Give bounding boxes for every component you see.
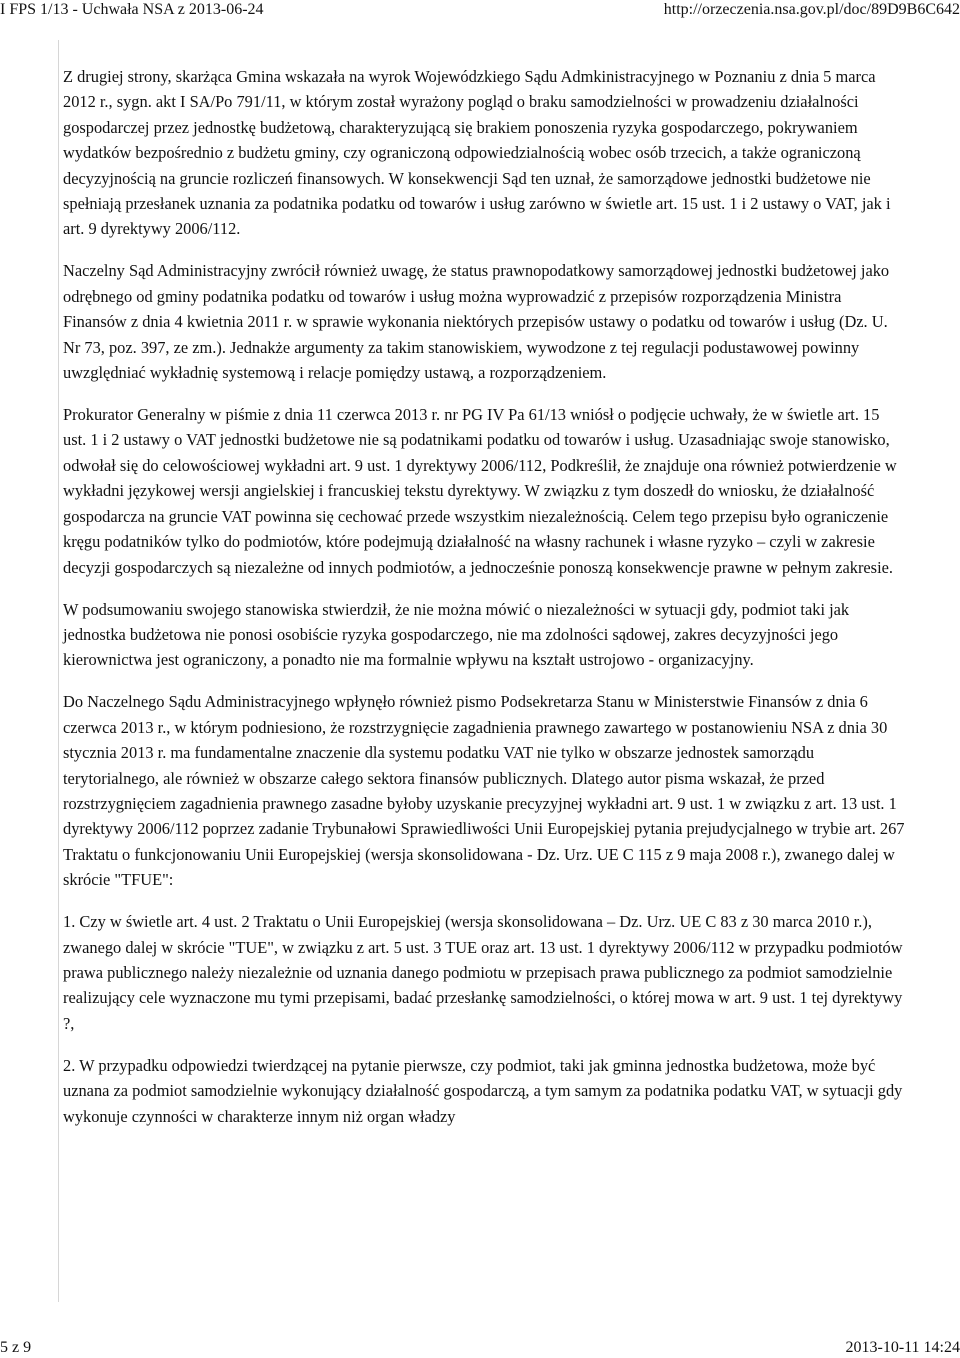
paragraph-question-2: 2. W przypadku odpowiedzi twierdzącej na pytanie pierwsze, czy podmiot, taki jak gminna jednostka budżetowa, może być uznana za podmiot samodzielnie wykonujący działalność gospodarczą, a tym samym za podatnika podatku VAT, w sytuacji gdy wykonuje czynności w charakterze innym niż organ władzy: [63, 1055, 903, 1126]
content-left-border: [58, 40, 59, 1302]
paragraph: Do Naczelnego Sądu Administracyjnego wpłynęło również pismo Podsekretarza Stanu w Ministerstwie Finansów z dnia 6 czerwca 2013 r., w którym podniesiono, że rozstrzygnięcie zagadnienia prawnego zawartego w postanowieniu NSA z dnia 30 stycznia 2013 r. ma fundamentalne znaczenie dla systemu podatku VAT nie tylko w obszarze jednostek samorządu terytorialnego, ale również w obszarze całego sektora finansów publicznych. Dlatego autor pisma wskazał, że przed rozstrzygnięciem zagadnienia prawnego zasadne byłoby uzyskanie precyzyjnej wykładni art. 9 ust. 1 w związku z art. 13 ust. 1 dyrektywy 2006/112 poprzez zadanie Trybunałowi Sprawiedliwości Unii Europejskiej pytania prejudycjalnego w trybie art. 267 Traktatu o funkcjonowaniu Unii Europejskiej (wersja skonsolidowana - Dz. Urz. UE C 115 z 9 maja 2008 r.), zwanego dalej w skrócie "TFUE":: [63, 692, 905, 890]
footer-page-number: 5 z 9: [0, 1339, 32, 1356]
footer-timestamp: 2013-10-11 14:24: [845, 1339, 960, 1356]
header-document-title: I FPS 1/13 - Uchwała NSA z 2013-06-24: [0, 1, 264, 18]
header-url: http://orzeczenia.nsa.gov.pl/doc/89D9B6C642: [663, 1, 960, 18]
paragraph: Naczelny Sąd Administracyjny zwrócił również uwagę, że status prawnopodatkowy samorządowej jednostki budżetowej jako odrębnego od gminy podatnika podatku od towarów i usług można wyprowadzić z przepisów rozporządzenia Ministra Finansów z dnia 4 kwietnia 2011 r. w sprawie wykonania niektórych przepisów ustawy o podatku od towarów i usług (Dz. U. Nr 73, poz. 397, ze zm.). Jednakże argumenty za takim stanowiskiem, wywodzone z tej regulacji podustawowej powinny uwzględniać wykładnię systemową i relacje pomiędzy ustawą, a rozporządzeniem.: [63, 261, 890, 383]
paragraph: Prokurator Generalny w piśmie z dnia 11 czerwca 2013 r. nr PG IV Pa 61/13 wniósł o podjęcie uchwały, że w świetle art. 15 ust. 1 i 2 ustawy o VAT jednostki budżetowe nie są podatnikami podatku od towarów i usług. Uzasadniając swoje stanowisko, odwołał się do celowościowej wykładni art. 9 ust. 1 dyrektywy 2006/112, Podkreślił, że znajduje ona również potwierdzenie w wykładni językowej wersji angielskiej i francuskiej tekstu dyrektywy. W związku z tym doszedł do wniosku, że działalność gospodarcza na gruncie VAT powinna się cechować przede wszystkim niezależnością. Celem tego przepisu było ograniczenie kręgu podatników tylko do podmiotów, które podejmują działalność na własny rachunek i własne ryzyko – czyli w zakresie decyzji gospodarczych są niezależne od innych podmiotów, a jednocześnie ponoszą konsekwencje prawne w pełnym zakresie.: [63, 405, 897, 577]
paragraph: W podsumowaniu swojego stanowiska stwierdził, że nie można mówić o niezależności w sytuacji gdy, podmiot taki jak jednostka budżetowa nie ponosi osobiście ryzyka gospodarczego, nie ma zdolności sądowej, zakres decyzyjności jego kierownictwa jest ograniczony, a ponadto nie ma formalnie wpływu na kształt ustrojowo - organizacyjny.: [63, 599, 850, 670]
paragraph: Z drugiej strony, skarżąca Gmina wskazała na wyrok Wojewódzkiego Sądu Admkinistracyjnego w Poznaniu z dnia 5 marca 2012 r., sygn. akt I SA/Po 791/11, w którym został wyrażony pogląd o braku samodzielności w prowadzeniu działalności gospodarczej przez jednostkę budżetową, charakteryzującą się brakiem ponoszenia ryzyka gospodarczego, pokrywaniem wydatków bezpośrednio z budżetu gminy, czy ograniczoną odpowiedzialnością wobec osób trzecich, a także ograniczoną decyzyjnością na gruncie rozliczeń finansowych. W konsekwencji Sąd ten uznał, że samorządowe jednostki budżetowe nie spełniają przesłanek uznania za podatnika podatku od towarów i usług zarówno w świetle art. 15 ust. 1 i 2 ustawy o VAT, jak i art. 9 dyrektywy 2006/112.: [63, 67, 891, 239]
paragraph-question-1: 1. Czy w świetle art. 4 ust. 2 Traktatu o Unii Europejskiej (wersja skonsolidowana – Dz. Urz. UE C 83 z 30 marca 2010 r.), zwanego dalej w skrócie "TUE", w związku z art. 5 ust. 3 TUE oraz art. 13 ust. 1 dyrektywy 2006/112 w przypadku podmiotów prawa publicznego należy niezależnie od uznania danego podmiotu w przepisach prawa publicznego za podmiot samodzielnie realizujący cele wyznaczone mu tymi przepisami, badać przesłankę samodzielności, o której mowa w art. 9 ust. 1 tej dyrektywy ?,: [63, 912, 903, 1033]
document-body: [63, 64, 905, 1146]
